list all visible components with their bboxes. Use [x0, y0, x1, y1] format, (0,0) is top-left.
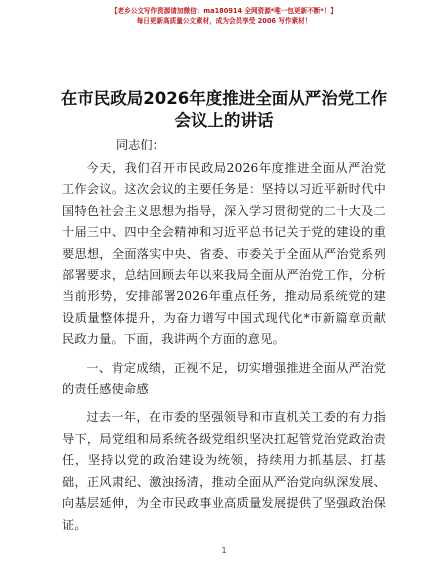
paragraph-intro: 今天，我们召开市民政局2026年度推进全面从严治党工作会议。这次会议的主要任务是：坚持以习近平新时代中国特色社会主义思想为指导，深入学习贯彻党的二十大及二十届三中、四中全会精神和习近平总书记关于党的建设的重要思想，全面落实中央、省委、市委关于全面从严治党系列部署要求，总结回顾去年以来我局全面从严治党工作，分析当前形势，安排部署2026年重点任务，推动局系统党的建设质量整体提升，为奋力谱写中国式现代化*市新篇章贡献民政力量。下面，我讲两个方面的意见。	[62, 161, 386, 347]
document-title: 在市民政局2026年度推进全面从严治党工作会议上的讲话	[60, 89, 388, 130]
page-number: 1	[221, 546, 227, 555]
promo-line-1: 【老乡公文写作资源请加微信：ma180914 全网资源*唯一包更新不断*！】	[110, 7, 338, 15]
document-body	[62, 158, 386, 536]
promo-line-2: 每日更新高质量公文素材，成为会员享受 2006 写作素材！	[136, 17, 312, 25]
salutation: 同志们：	[116, 138, 165, 152]
section-heading: 一、肯定成绩，正视不足，切实增强推进全面从严治党的责任感使命感	[62, 360, 386, 397]
paragraph-review: 过去一年，在市委的坚强领导和市直机关工委的有力指导下，局党组和局系统各级党组织坚决扛起管党治党政治责任，坚持以党的政治建设为统领，持续用力抓基层、打基础，正风肃纪、激浊扬清，推动全面从严治党向纵深发展、向基层延伸，为全市民政事业高质量发展提供了坚强政治保证。	[62, 410, 386, 532]
promo-banner	[0, 6, 448, 26]
